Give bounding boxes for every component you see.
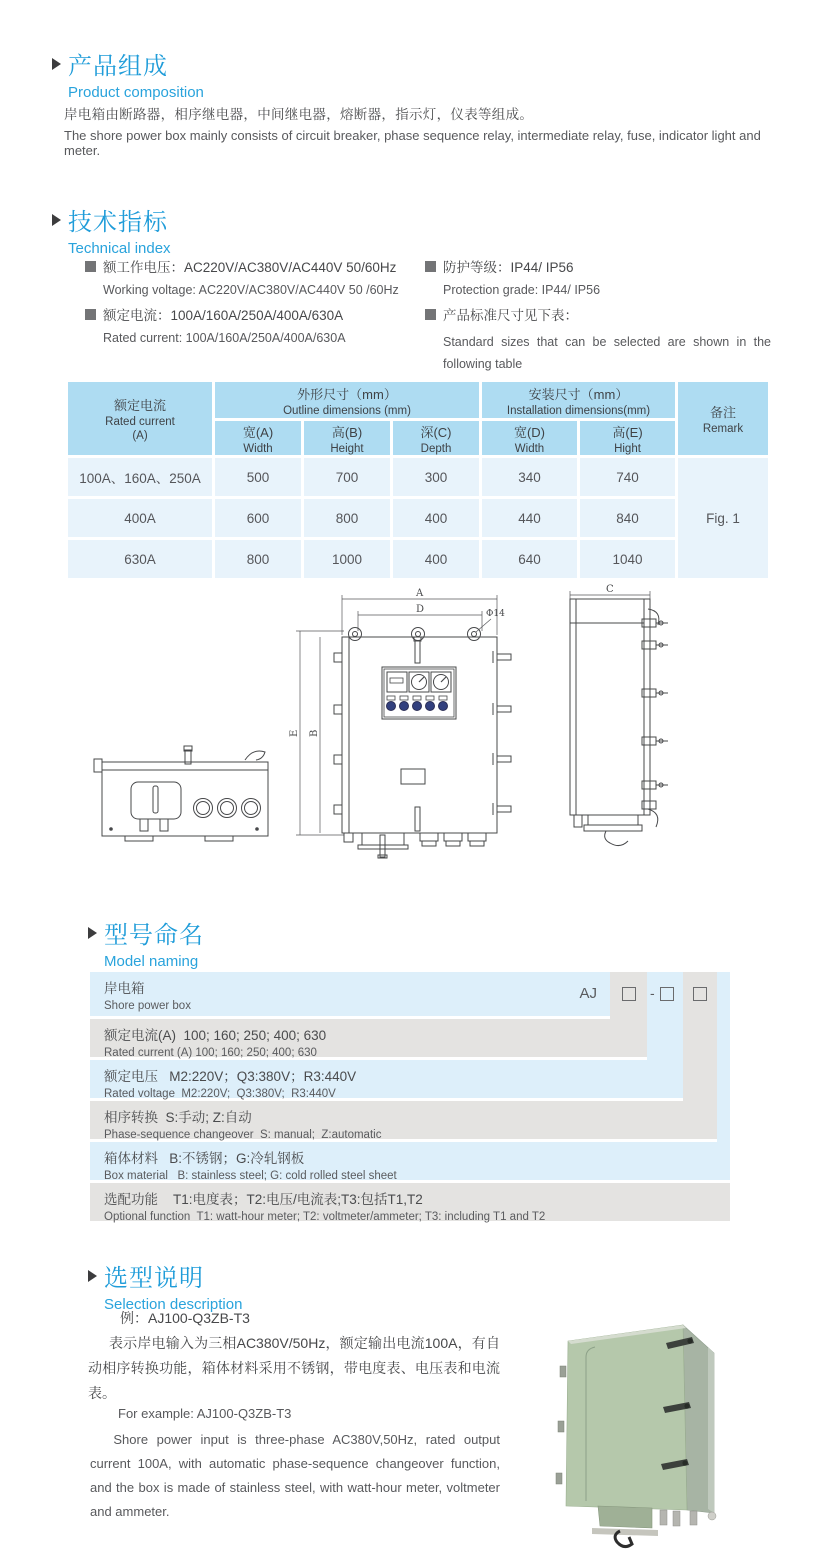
table-row-current: 100A、160A、250A [68,458,212,496]
table-header-installation-dims: 安装尺寸（mm） Installation dimensions(mm) [482,382,675,418]
nameplate [401,769,425,784]
spec-cn-text: 防护等级：IP44/ IP56 [443,260,574,275]
spec-en-text: Working voltage: AC220V/AC380V/AC440V 50 /60Hz [103,283,399,297]
model-code-box [622,987,636,1001]
meter-panel [382,667,456,719]
product-photo [540,1283,800,1553]
spec-en-text: Protection grade: IP44/ IP56 [443,283,601,297]
dim-label-hole: Φ14 [486,609,505,619]
bottom-fittings [344,833,486,858]
section-arrow-icon [52,58,61,70]
front-view-drawing [288,585,518,863]
model-row-rated-current: 额定电流(A) 100; 160; 250; 400; 630 Rated current (A) 100; 160; 250; 400; 630 [90,1019,647,1057]
spec-en-text: Rated current: 100A/160A/250A/400A/630A [103,331,346,345]
section-subtitle: Product composition [68,84,204,101]
model-row-box-material: 箱体材料 B:不锈钢；G:冷轧钢板 Box material B: stainless steel; G: cold rolled steel sheet [90,1142,730,1180]
table-header-rated-current: 额定电流 Rated current (A) [68,382,212,455]
table-cell: 700 [304,458,390,496]
model-code-box [660,987,674,1001]
section-title: 型号命名 [104,922,204,949]
table-row-current: 630A [68,540,212,578]
bullet-square-icon [85,309,96,320]
table-header-remark: 备注 Remark [678,382,768,455]
table-cell: 1000 [304,540,390,578]
bullet-square-icon [425,309,436,320]
bullet-square-icon [425,261,436,272]
model-row-phase-changeover: 相序转换 S:手动; Z:自动 Phase-sequence changeover S: manual; Z:automatic [90,1101,717,1139]
table-cell: 340 [482,458,577,496]
selection-paragraph-cn: 表示岸电输入为三相AC380V/50Hz，额定输出电流100A，有自动相序转换功能，箱体材料采用不锈钢，带电度表、电压表和电流表。 [88,1335,500,1401]
table-cell: 600 [215,499,301,537]
section-title: 技术指标 [68,209,168,236]
selection-paragraph-en: Shore power input is three-phase AC380V,50Hz, rated output current 100A, with automatic phase-sequence changeover function, and the box is made of stainless steel, with watt-hour meter, voltmeter and ammeter. [90,1432,500,1519]
table-cell: 400 [393,499,479,537]
section-selection-description-header [88,1258,242,1313]
table-subheader-height-b: 高(B) Height [304,421,390,455]
table-cell: 800 [304,499,390,537]
dimensions-table [68,382,768,578]
section-model-naming-header [88,915,204,970]
table-cell: 300 [393,458,479,496]
selection-example-cn: 例：AJ100-Q3ZB-T3 [120,1310,250,1326]
spec-cn-text: 额工作电压：AC220V/AC380V/AC440V 50/60Hz [103,260,397,275]
table-cell: 640 [482,540,577,578]
page-title: 产品组成 [68,53,168,80]
selection-example-en: For example: AJ100-Q3ZB-T3 [118,1406,292,1421]
section-subtitle: Selection description [104,1296,243,1313]
table-cell: 800 [215,540,301,578]
section-subtitle: Technical index [68,240,171,257]
table-cell: 500 [215,458,301,496]
box-front-face [566,1325,687,1510]
bullet-square-icon [85,261,96,272]
side-latches [642,609,668,827]
table-cell: 400 [393,540,479,578]
model-naming-diagram [90,972,730,1221]
table-row-current: 400A [68,499,212,537]
model-code-dash: - [650,985,655,1001]
dim-label-a: A [416,588,424,599]
spec-rated-current [85,304,415,345]
dim-label-d: D [416,604,425,615]
composition-body-cn: 岸电箱由断路器，相序继电器，中间继电器，熔断器，指示灯，仪表等组成。 [64,107,534,122]
section-product-composition-header [52,46,204,101]
model-row-rated-voltage: 额定电压 M2:220V；Q3:380V；R3:440V Rated voltage M2:220V; Q3:380V; R3:440V [90,1060,683,1098]
section-arrow-icon [88,1270,97,1282]
side-bottom-fittings [574,815,642,846]
side-view-drawing [548,583,688,865]
cabinet-front-outline [342,628,497,834]
box-side-highlight [708,1347,714,1513]
spec-cn-text: 额定电流：100A/160A/250A/400A/630A [103,308,344,323]
cabinet-side-outline [570,599,650,815]
section-subtitle: Model naming [104,953,199,970]
spec-standard-sizes [425,304,770,375]
table-cell: 740 [580,458,675,496]
hinge-marks [334,653,342,814]
spec-cn-text: 产品标准尺寸见下表： [443,308,578,323]
dim-label-b: B [309,729,320,737]
table-subheader-width-d: 宽(D) Width [482,421,577,455]
table-cell: 1040 [580,540,675,578]
latch-marks [493,651,511,815]
table-subheader-width-a: 宽(A) Width [215,421,301,455]
section-arrow-icon [88,927,97,939]
model-row-optional-function: 选配功能 T1:电度表；T2:电压/电流表;T3:包括T1,T2 Optional function T1: watt-hour meter; T2: voltmeter/ammeter; T3: including T1 and T2 [90,1183,730,1221]
bottom-view-drawing [85,742,275,860]
model-code-box [693,987,707,1001]
box-hinges [556,1366,566,1484]
table-cell: 440 [482,499,577,537]
box-bottom-fittings [592,1506,716,1547]
bolt-dot [255,827,259,831]
model-row-shore-power-box: 岸电箱 Shore power box AJ [90,972,610,1016]
table-header-outline-dims: 外形尺寸（mm） Outline dimensions (mm) [215,382,479,418]
model-code-prefix: AJ [579,985,597,1002]
section-arrow-icon [52,214,61,226]
cabinet-bottom-outline [94,746,268,841]
spec-working-voltage [85,256,415,297]
section-title: 选型说明 [104,1265,204,1292]
table-cell-remark: Fig. 1 [678,458,768,578]
composition-body-en: The shore power box mainly consists of circuit breaker, phase sequence relay, intermediate relay, fuse, indicator light and meter. [64,128,761,158]
indicator-lights [387,696,448,711]
dim-label-c: C [606,584,614,595]
spec-protection-grade [425,256,770,297]
bolt-dot [109,827,113,831]
dim-label-e: E [289,729,300,737]
table-subheader-depth-c: 深(C) Depth [393,421,479,455]
table-cell: 840 [580,499,675,537]
section-technical-index-header [52,202,171,257]
spec-en-text: Standard sizes that can be selected are shown in the following table [443,335,771,371]
table-subheader-height-e: 高(E) Hight [580,421,675,455]
